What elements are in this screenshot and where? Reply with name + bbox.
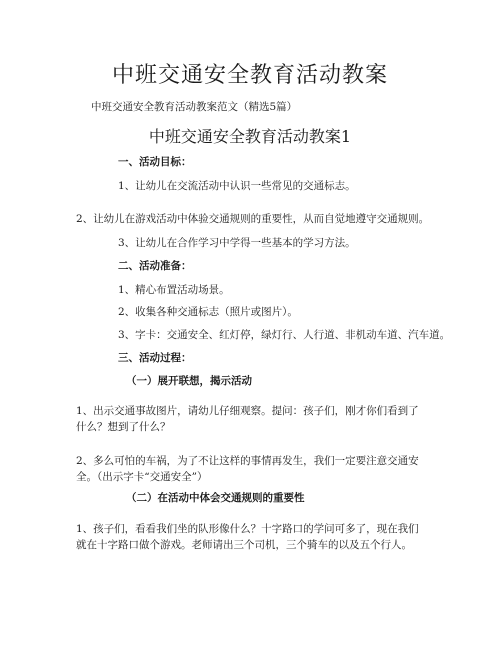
prep-item: 1、精心布置活动场景。 <box>118 284 230 296</box>
prep-item: 3、字卡：交通安全、红灯停，绿灯行、人行道、非机动车道、汽车道。 <box>118 329 451 341</box>
goal-item: 3、让幼儿在合作学习中学得一些基本的学习方法。 <box>118 237 356 249</box>
section-process-title: 三、活动过程： <box>118 352 192 364</box>
lesson-heading: 中班交通安全教育活动教案1 <box>148 127 352 146</box>
process-part1-paragraph: 1、出示交通事故图片，请幼儿仔细观察。提问：孩子们，刚才你们看到了什么？想到了什么？ <box>76 405 419 433</box>
process-part1-title: （一）展开联想，揭示活动 <box>126 375 252 387</box>
process-part2-paragraph: 1、孩子们，看看我们坐的队形像什么？十字路口的学问可多了，现在我们就在十字路口做个游戏。老师请出三个司机，三个骑车的以及五个行人。 <box>76 523 419 551</box>
prep-item: 2、收集各种交通标志（照片或图片）。 <box>118 306 298 318</box>
section-prep-title: 二、活动准备： <box>118 260 192 272</box>
process-part2-title: （二）在活动中体会交通规则的重要性 <box>126 492 305 504</box>
document-title: 中班交通安全教育活动教案 <box>111 63 388 88</box>
section-goals-title: 一、活动目标： <box>118 156 192 168</box>
goal-item: 1、让幼儿在交流活动中认识一些常见的交通标志。 <box>118 180 356 192</box>
document-subtitle: 中班交通安全教育活动教案范文（精选5篇） <box>91 101 298 113</box>
process-part1-paragraph: 2、多么可怕的车祸，为了不让这样的事情再发生，我们一定要注意交通安全。（出示字卡“交通安全”） <box>76 455 419 483</box>
goal-item: 2、让幼儿在游戏活动中体验交通规则的重要性，从而自觉地遵守交通规则。 <box>76 213 430 225</box>
